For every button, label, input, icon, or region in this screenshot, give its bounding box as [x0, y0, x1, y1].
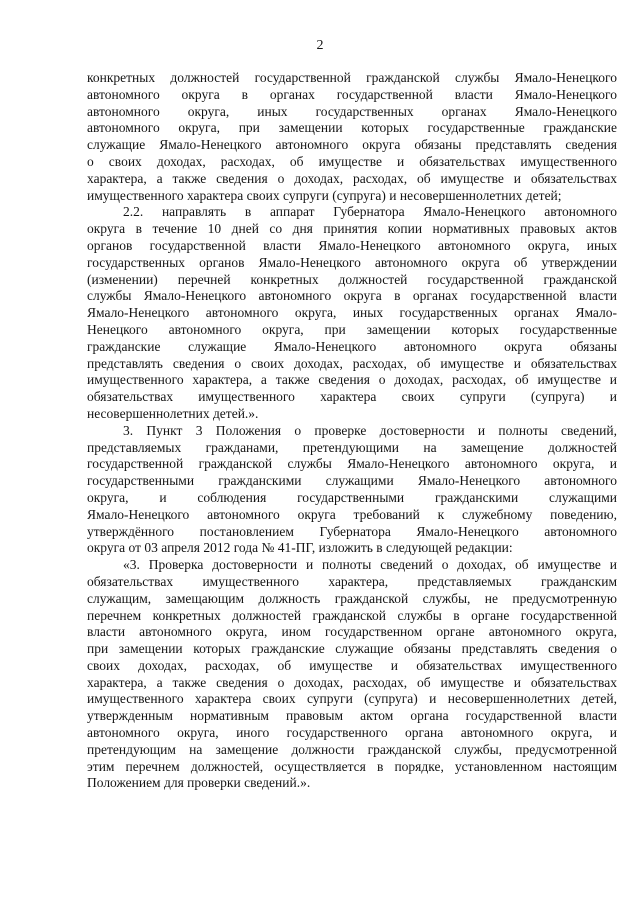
- text-line: перечнем конкретных должностей гражданской службы в органе государственной: [87, 607, 617, 623]
- text-line: гражданские служащие Ямало-Ненецкого автономного округа обязаны: [87, 338, 617, 354]
- text-line: автономного округа, при замещении которых государственные гражданские: [87, 120, 617, 136]
- text-line: государственной гражданской службы Ямало-Ненецкого автономного округа, и: [87, 456, 617, 472]
- text-line: государственными гражданскими служащими Ямало-Ненецкого автономного: [87, 473, 617, 489]
- text-line: округа, и соблюдения государственными гражданскими служащими: [87, 489, 617, 505]
- document-body: [87, 70, 617, 792]
- text-line: обязательствах имущественного характера своих супруги (супруга) и: [87, 389, 617, 405]
- text-line: о своих доходах, расходах, об имуществе и обязательствах имущественного: [87, 153, 617, 169]
- text-line: представляемых гражданами, претендующими на замещение должностей: [87, 439, 617, 455]
- text-line: претендующим на замещение должности гражданской службы, предусмотренной: [87, 741, 617, 757]
- text-line: утверждённого постановлением Губернатора Ямало-Ненецкого автономного: [87, 523, 617, 539]
- text-line: государственных органов Ямало-Ненецкого автономного округа об утверждении: [87, 254, 617, 270]
- text-line: власти автономного округа, ином государственном органе автономного округа,: [87, 624, 617, 640]
- text-line: обязательствах имущественного характера, представляемых гражданским: [87, 573, 617, 589]
- text-line: органов государственной власти Ямало-Ненецкого автономного округа, иных: [87, 237, 617, 253]
- text-line: 2.2. направлять в аппарат Губернатора Ямало-Ненецкого автономного: [123, 204, 617, 220]
- text-line: автономного округа в органах государственной власти Ямало-Ненецкого: [87, 86, 617, 102]
- text-line: имущественного характера своих супруги (супруга) и несовершеннолетних детей,: [87, 691, 617, 707]
- text-line: этим перечнем должностей, осуществляется в порядке, установленном настоящим: [87, 758, 617, 774]
- paragraph-3: [87, 423, 617, 557]
- text-line: служащим, замещающим должность гражданской службы, не предусмотренную: [87, 590, 617, 606]
- text-line: Ненецкого автономного округа, при замещении которых государственные: [87, 321, 617, 337]
- text-line: несовершеннолетних детей.».: [87, 405, 259, 421]
- paragraph-continuation: [87, 70, 617, 204]
- text-line: Ямало-Ненецкого автономного округа, иных государственных органах Ямало-: [87, 305, 617, 321]
- text-line: конкретных должностей государственной гражданской службы Ямало-Ненецкого: [87, 70, 617, 85]
- page-number: 2: [316, 38, 324, 53]
- text-line: утвержденным нормативным правовым актом органа государственной власти: [87, 708, 617, 724]
- text-line: «3. Проверка достоверности и полноты сведений о доходах, об имуществе и: [123, 557, 617, 573]
- text-line: представлять сведения о своих доходах, расходах, об имуществе и обязательствах: [87, 355, 617, 371]
- text-line: Положением для проверки сведений.».: [87, 775, 311, 791]
- text-line: имущественного характера, а также сведения о доходах, расходах, об имуществе и: [87, 372, 617, 388]
- text-line: 3. Пункт 3 Положения о проверке достоверности и полноты сведений,: [123, 422, 617, 438]
- text-line: имущественного характера своих супруги (супруга) и несовершеннолетних детей;: [87, 187, 562, 203]
- text-line: своих доходах, расходах, об имуществе и обязательствах имущественного: [87, 657, 617, 673]
- text-line: служащие Ямало-Ненецкого автономного округа обязаны представлять сведения: [87, 137, 617, 153]
- text-line: службы Ямало-Ненецкого автономного округа в органах государственной власти: [87, 288, 617, 304]
- text-line: характера, а также сведения о доходах, расходах, об имуществе и обязательствах: [87, 674, 617, 690]
- text-line: характера, а также сведения о доходах, расходах, об имуществе и обязательствах: [87, 170, 617, 186]
- paragraph-2-2: [87, 204, 617, 422]
- text-line: округа от 03 апреля 2012 года № 41-ПГ, изложить в следующей редакции:: [87, 540, 513, 556]
- text-line: (изменении) перечней конкретных должностей государственной гражданской: [87, 271, 617, 287]
- text-line: округа в течение 10 дней со дня принятия копии нормативных правовых актов: [87, 221, 617, 237]
- text-line: Ямало-Ненецкого автономного округа требований к служебному поведению,: [87, 506, 617, 522]
- text-line: автономного округа, иного государственного органа автономного округа, и: [87, 725, 617, 741]
- text-line: при замещении которых гражданские служащие обязаны представлять сведения о: [87, 641, 617, 657]
- paragraph-quoted-3: [87, 557, 617, 792]
- text-line: автономного округа, иных государственных органах Ямало-Ненецкого: [87, 103, 617, 119]
